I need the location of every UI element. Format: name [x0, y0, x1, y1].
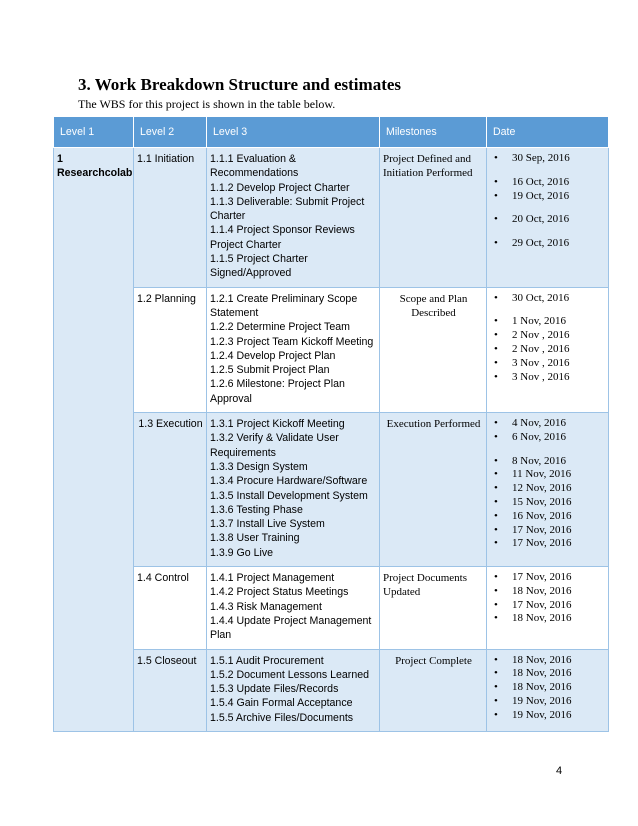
level3-item: 1.3.1 Project Kickoff Meeting [210, 418, 345, 431]
date-item: • 19 Oct, 2016 [490, 190, 606, 204]
date-item: • 4 Nov, 2016 [490, 417, 606, 431]
level2-cell: 1.1 Initiation [134, 148, 207, 288]
level1-cell [54, 148, 134, 732]
level3-item: 1.3.4 Procure Hardware/Software [210, 475, 368, 488]
table-row [54, 649, 609, 731]
level2-cell: 1.4 Control [134, 567, 207, 649]
date-item: • 3 Nov , 2016 [490, 371, 606, 385]
level3-item: 1.2.2 Determine Project Team [210, 321, 350, 334]
table-header-row [54, 117, 609, 148]
level1-number: 1 [57, 153, 63, 165]
date-cell [487, 148, 609, 288]
level2-number: 1.3 Execution [138, 418, 203, 431]
level3-cell [207, 148, 380, 288]
level3-item: 1.3.3 Design System [210, 460, 308, 473]
table-row [54, 567, 609, 649]
header-date: Date [487, 117, 609, 148]
level3-item: 1.5.4 Gain Formal Acceptance [210, 697, 353, 710]
level3-item: 1.2.6 Milestone: Project Plan Approval [210, 378, 345, 405]
date-item: • 3 Nov , 2016 [490, 357, 606, 371]
date-item: • 12 Nov, 2016 [490, 482, 606, 496]
date-item: • 11 Nov, 2016 [490, 468, 606, 482]
level3-item: 1.5.1 Audit Procurement [210, 654, 324, 667]
date-item: • 16 Oct, 2016 [490, 176, 606, 190]
level3-item: 1.3.8 User Training [210, 532, 300, 545]
level3-item: 1.4.3 Risk Management [210, 600, 322, 613]
level3-item: 1.4.2 Project Status Meetings [210, 586, 349, 599]
level3-item: 1.1.2 Develop Project Charter [210, 181, 350, 194]
level1-name: Researchcolab [57, 167, 133, 180]
level3-item: 1.3.9 Go Live [210, 546, 274, 559]
date-cell [487, 567, 609, 649]
header-level-3: Level 3 [207, 117, 380, 148]
milestone-cell: Project Complete [380, 649, 487, 731]
level3-cell [207, 413, 380, 567]
date-item: • 29 Oct, 2016 [490, 237, 606, 251]
level3-item: 1.5.5 Archive Files/Documents [210, 711, 354, 724]
section-heading: 3. Work Breakdown Structure and estimates [78, 75, 402, 94]
level3-item: 1.1.5 Project Charter Signed/Approved [210, 253, 308, 280]
date-item: • 19 Nov, 2016 [490, 709, 606, 723]
header-level-2: Level 2 [134, 117, 207, 148]
level3-item: 1.2.1 Create Preliminary Scope Statement [210, 292, 358, 319]
level3-item: 1.5.2 Document Lessons Learned [210, 668, 370, 681]
wbs-table [53, 116, 609, 732]
level2-cell: 1.2 Planning [134, 287, 207, 412]
level3-item: 1.3.5 Install Development System [210, 489, 368, 502]
date-item: • 15 Nov, 2016 [490, 496, 606, 510]
date-item: • 19 Nov, 2016 [490, 695, 606, 709]
level2-cell [134, 413, 207, 567]
table-row [54, 413, 609, 567]
date-item: • 16 Nov, 2016 [490, 510, 606, 524]
header-milestones: Milestones [380, 117, 487, 148]
date-item: • 2 Nov , 2016 [490, 329, 606, 343]
level3-item: 1.3.7 Install Live System [210, 518, 325, 531]
date-item: • 2 Nov , 2016 [490, 343, 606, 357]
date-item: • 18 Nov, 2016 [490, 654, 606, 668]
date-item: • 17 Nov, 2016 [490, 524, 606, 538]
date-item: • 17 Nov, 2016 [490, 537, 606, 551]
level3-cell [207, 567, 380, 649]
section-intro: The WBS for this project is shown in the table below. [78, 97, 336, 111]
level2-cell: 1.5 Closeout [134, 649, 207, 731]
date-cell [487, 649, 609, 731]
level3-item: 1.4.4 Update Project Management Plan [210, 614, 372, 642]
milestone-cell: Project Documents Updated [380, 567, 487, 649]
level3-cell [207, 649, 380, 731]
milestone-cell: Project Defined and Initiation Performed [380, 148, 487, 288]
date-item: • 17 Nov, 2016 [490, 599, 606, 613]
date-item: • 18 Nov, 2016 [490, 667, 606, 681]
level3-item: 1.1.4 Project Sponsor Reviews Project Charter [210, 224, 355, 251]
table-row [54, 148, 609, 288]
date-item: • 6 Nov, 2016 [490, 431, 606, 445]
date-cell [487, 413, 609, 567]
level3-cell [207, 287, 380, 412]
level3-item: 1.3.6 Testing Phase [210, 503, 303, 516]
milestone-cell: Scope and Plan Described [380, 287, 487, 412]
date-item: • 30 Oct, 2016 [490, 292, 606, 306]
level3-item: 1.2.4 Develop Project Plan [210, 349, 336, 362]
level3-item: 1.1.1 Evaluation & Recommendations [210, 153, 299, 180]
level3-item: 1.3.2 Verify & Validate User Requirements [210, 432, 339, 459]
date-item: • 1 Nov, 2016 [490, 315, 606, 329]
page-number: 4 [556, 765, 563, 777]
date-item: • 17 Nov, 2016 [490, 571, 606, 585]
table-row [54, 287, 609, 412]
date-item: • 20 Oct, 2016 [490, 213, 606, 227]
milestone-cell: Execution Performed [380, 413, 487, 567]
level3-item: 1.1.3 Deliverable: Submit Project Charter [210, 195, 365, 223]
date-item: • 30 Sep, 2016 [490, 152, 606, 166]
date-item: • 18 Nov, 2016 [490, 612, 606, 626]
date-item: • 8 Nov, 2016 [490, 455, 606, 469]
level3-item: 1.2.5 Submit Project Plan [210, 364, 330, 377]
level3-item: 1.5.3 Update Files/Records [210, 683, 339, 696]
header-level-1: Level 1 [54, 117, 134, 148]
level3-item: 1.2.3 Project Team Kickoff Meeting [210, 335, 374, 348]
date-cell [487, 287, 609, 412]
date-item: • 18 Nov, 2016 [490, 681, 606, 695]
level3-item: 1.4.1 Project Management [210, 572, 335, 585]
date-item: • 18 Nov, 2016 [490, 585, 606, 599]
